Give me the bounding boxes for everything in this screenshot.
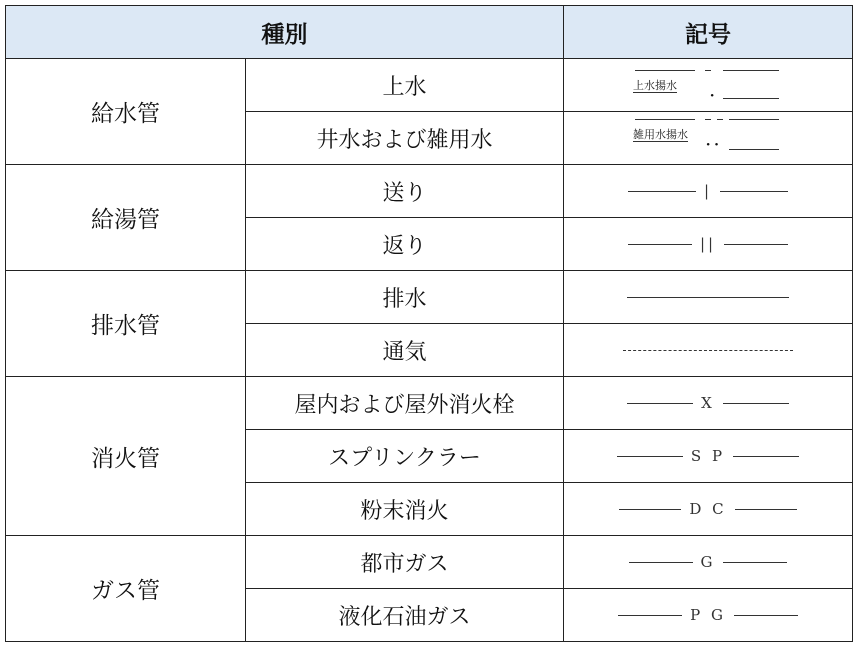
symbol-drain xyxy=(564,297,852,298)
symbol-cell xyxy=(564,165,853,218)
symbol-cell xyxy=(564,377,853,430)
symbol-mark: X xyxy=(701,394,715,412)
symbol-cell xyxy=(564,324,853,377)
symbol-cell xyxy=(564,589,853,642)
pipe-symbol-table xyxy=(5,5,853,642)
item-name: 排水 xyxy=(246,271,564,324)
symbol-mark: S P xyxy=(690,447,726,465)
header-row xyxy=(6,6,853,59)
table-row xyxy=(6,271,853,324)
symbol-city-gas xyxy=(564,553,852,571)
table-row xyxy=(6,377,853,430)
symbol-cell xyxy=(564,271,853,324)
item-name: スプリンクラー xyxy=(246,430,564,483)
symbol-hot-return xyxy=(564,235,852,253)
item-name: 液化石油ガス xyxy=(246,589,564,642)
category-hot-water: 給湯管 xyxy=(6,165,246,271)
item-name: 都市ガス xyxy=(246,536,564,589)
symbol-mark: D C xyxy=(689,500,727,518)
table-row xyxy=(6,536,853,589)
symbol-mark: G xyxy=(700,553,716,571)
item-name: 上水 xyxy=(246,59,564,112)
symbol-cell xyxy=(564,218,853,271)
symbol-mark: P G xyxy=(690,606,726,624)
symbol-hot-supply xyxy=(564,182,852,200)
table-row xyxy=(6,165,853,218)
symbol-cell xyxy=(564,483,853,536)
item-name: 井水および雑用水 xyxy=(246,112,564,165)
symbol-hydrant xyxy=(564,394,852,412)
symbol-powder xyxy=(564,500,852,518)
symbol-lpg xyxy=(564,606,852,624)
symbol-label: 上水揚水 xyxy=(633,79,677,92)
symbol-cell xyxy=(564,536,853,589)
symbol-sprinkler xyxy=(564,447,852,465)
symbol-label: 雑用水揚水 xyxy=(633,128,688,141)
item-name: 送り xyxy=(246,165,564,218)
symbol-supply-water: 上水揚水 · xyxy=(633,62,783,108)
table-row xyxy=(6,59,853,112)
symbol-well-water: 雑用水揚水 ·· xyxy=(633,115,783,161)
item-name: 屋内および屋外消火栓 xyxy=(246,377,564,430)
symbol-cell xyxy=(564,112,853,165)
header-type: 種別 xyxy=(6,6,564,59)
item-name: 粉末消火 xyxy=(246,483,564,536)
symbol-mark: || xyxy=(699,235,717,253)
category-gas: ガス管 xyxy=(6,536,246,642)
category-water-supply: 給水管 xyxy=(6,59,246,165)
item-name: 通気 xyxy=(246,324,564,377)
symbol-cell xyxy=(564,430,853,483)
item-name: 返り xyxy=(246,218,564,271)
category-fire: 消火管 xyxy=(6,377,246,536)
symbol-cell xyxy=(564,59,853,112)
symbol-mark: | xyxy=(703,182,713,200)
category-drainage: 排水管 xyxy=(6,271,246,377)
symbol-vent xyxy=(564,350,852,351)
header-symbol: 記号 xyxy=(564,6,853,59)
pipe-symbol-table-container xyxy=(5,5,853,642)
